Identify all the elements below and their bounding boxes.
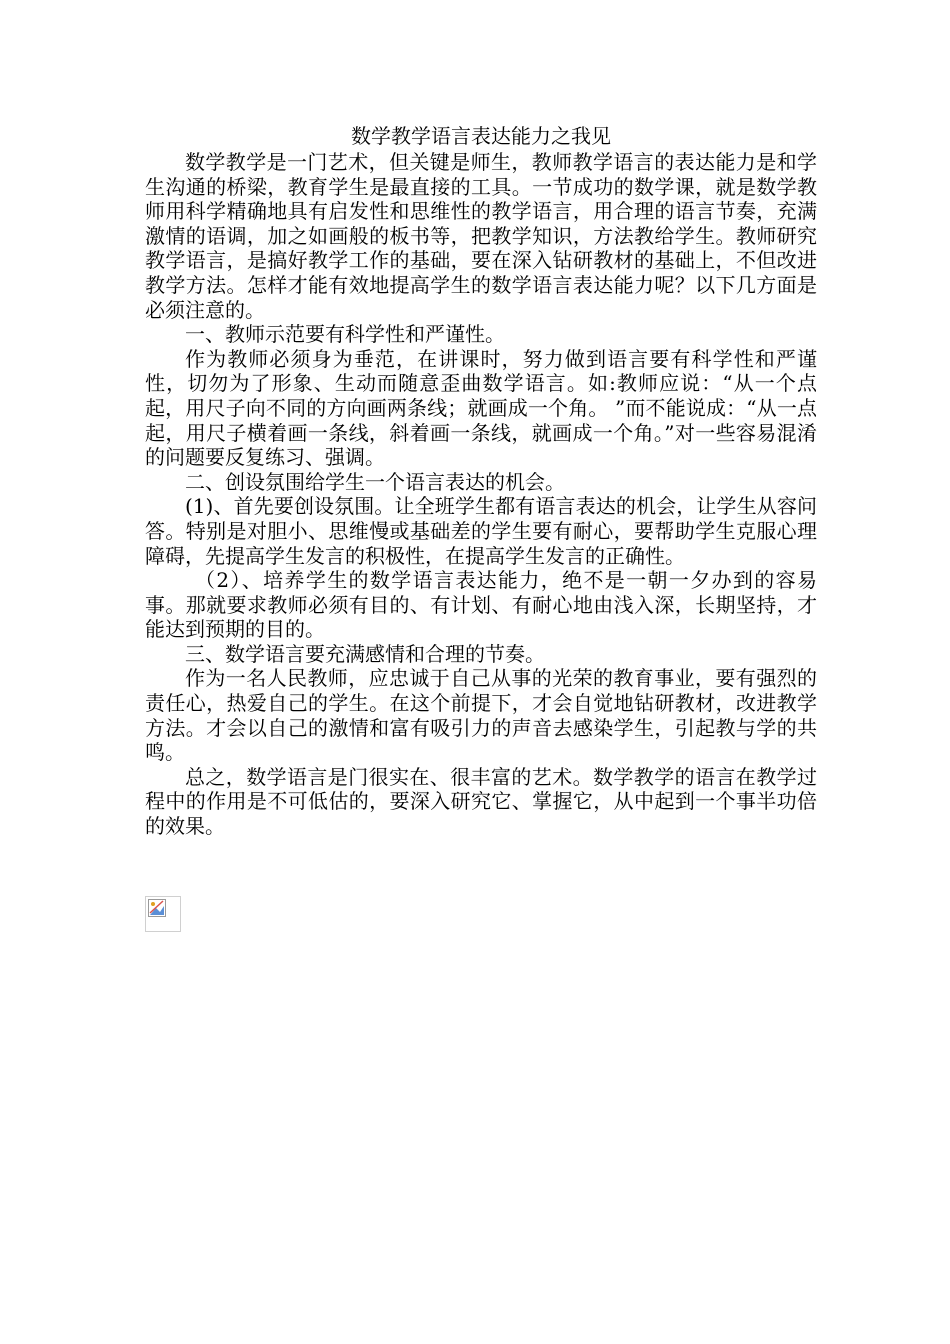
document-body — [145, 122, 817, 839]
document-title: 数学教学语言表达能力之我见 — [351, 124, 611, 148]
embedded-image — [145, 896, 181, 932]
section-heading-1: 一、教师示范要有科学性和严谨性。 — [185, 322, 505, 347]
section-heading-3: 三、数学语言要充满感情和合理的节奏。 — [185, 641, 545, 666]
paragraph-section-2-item-2: （2）、培养学生的数学语言表达能力，绝不是一朝一夕办到的容易事。那就要求教师必须有目的、有计划、有耐心地由浅入深，长期坚持，才能达到预期的目的。 — [145, 568, 817, 642]
section-heading-2: 二、创设氛围给学生一个语言表达的机会。 — [185, 469, 565, 494]
paragraph-section-1: 作为教师必须身为垂范，在讲课时，努力做到语言要有科学性和严谨性，切勿为了形象、生动而随意歪曲数学语言。如:教师应说：“从一个点起，用尺子向不同的方向画两条线；就画成一个角。 ”而不能说成：“从一点起，用尺子横着画一条线，斜着画一条线，就画成一个角。”对一些容易混淆的问题要反复练习、强调。 — [145, 346, 817, 470]
paragraph-section-3: 作为一名人民教师，应忠诚于自己从事的光荣的教育事业，要有强烈的责任心，热爱自己的学生。在这个前提下，才会自觉地钻研教材，改进教学方法。才会以自己的激情和富有吸引力的声音去感染学生，引起教与学的共鸣。 — [145, 666, 817, 765]
paragraph-intro: 数学教学是一门艺术，但关键是师生，教师教学语言的表达能力是和学生沟通的桥梁，教育学生是最直接的工具。一节成功的数学课，就是数学教师用科学精确地具有启发性和思维性的教学语言，用合理的语言节奏，充满激情的语调，加之如画般的板书等，把教学知识，方法教给学生。教师研究教学语言，是搞好教学工作的基础，要在深入钻研教材的基础上，不但改进教学方法。怎样才能有效地提高学生的数学语言表达能力呢？以下几方面是必须注意的。 — [145, 150, 817, 322]
paragraph-conclusion: 总之，数学语言是门很实在、很丰富的艺术。数学教学的语言在教学过程中的作用是不可低估的，要深入研究它、掌握它，从中起到一个事半功倍的效果。 — [145, 764, 817, 839]
paragraph-section-2-item-1: (1)、首先要创设氛围。让全班学生都有语言表达的机会，让学生从容问答。特别是对胆小、思维慢或基础差的学生要有耐心，要帮助学生克服心理障碍，先提高学生发言的积极性，在提高学生发言的正确性。 — [145, 494, 817, 568]
